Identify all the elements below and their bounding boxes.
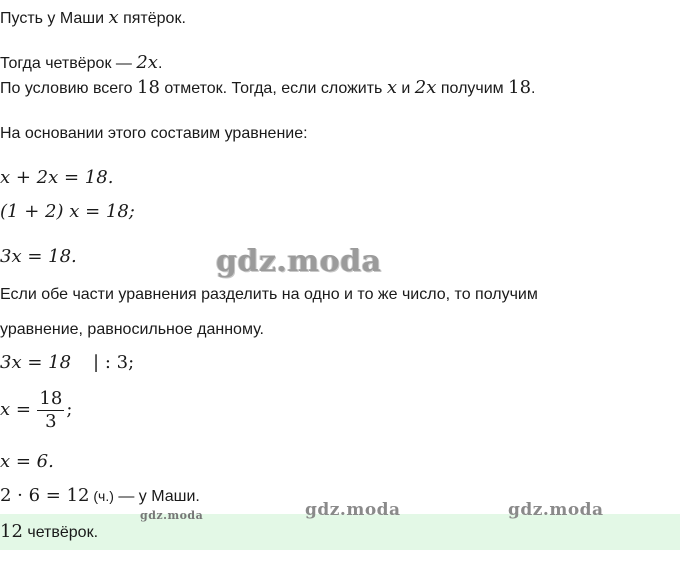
rule-line-2: уравнение, равносильное данному. bbox=[0, 321, 264, 338]
line-1-text-a: Пусть у Маши bbox=[0, 10, 109, 27]
equation-5-right: ; bbox=[66, 399, 73, 420]
equation-4-right: | : 3; bbox=[93, 352, 135, 373]
num-18: 18 bbox=[137, 77, 160, 98]
equation-5-left: x = bbox=[0, 399, 31, 420]
expr-2x-2: 2x bbox=[414, 77, 437, 98]
line-3 bbox=[0, 78, 535, 99]
equation-7 bbox=[0, 486, 200, 507]
line-3-text-a: По условию всего bbox=[0, 80, 138, 97]
equation-7-unit: (ч.) bbox=[89, 488, 114, 504]
var-x-2: x bbox=[386, 77, 397, 98]
equation-4-left: 3x = 18 bbox=[0, 352, 72, 373]
line-3-text-c: и bbox=[396, 80, 415, 97]
watermark-bottom-mid: gdz.moda bbox=[305, 500, 401, 520]
expr-2x: 2x bbox=[136, 52, 158, 73]
line-4: На основании этого составим уравнение: bbox=[0, 125, 308, 142]
equation-3: 3x = 18. bbox=[0, 246, 77, 267]
equation-2: (1 + 2) x = 18; bbox=[0, 201, 135, 222]
line-2-text-a: Тогда четвёрок — bbox=[0, 55, 137, 72]
equation-7-after: — у Маши. bbox=[113, 488, 200, 505]
var-x: x bbox=[108, 7, 119, 28]
answer-number: 12 bbox=[0, 521, 23, 542]
fraction-18-over-3 bbox=[37, 388, 64, 433]
line-2-text-b: . bbox=[157, 55, 163, 72]
watermark-center: gdz.moda bbox=[216, 244, 382, 279]
line-3-text-b: отметок. Тогда, если сложить bbox=[159, 80, 387, 97]
line-1-text-b: пятёрок. bbox=[118, 10, 186, 27]
rule-line-1: Если обе части уравнения разделить на одно и то же число, то получим bbox=[0, 286, 538, 303]
num-18-2: 18 bbox=[508, 77, 532, 98]
fraction-denominator: 3 bbox=[45, 411, 57, 433]
watermark-bottom-left: gdz.moda bbox=[140, 509, 204, 522]
equation-4 bbox=[0, 353, 134, 374]
equation-5 bbox=[0, 388, 72, 433]
fraction-numerator: 18 bbox=[39, 388, 63, 410]
line-2 bbox=[0, 53, 162, 74]
watermark-bottom-right: gdz.moda bbox=[508, 500, 604, 520]
line-3-text-d: получим bbox=[436, 80, 509, 97]
equation-7-expr: 2 · 6 = 12 bbox=[0, 485, 90, 506]
answer-line bbox=[0, 522, 98, 543]
line-1 bbox=[0, 8, 186, 29]
equation-6: x = 6. bbox=[0, 451, 54, 472]
equation-1: x + 2x = 18. bbox=[0, 167, 114, 188]
line-3-text-e: . bbox=[531, 80, 536, 97]
answer-text: четвёрок. bbox=[22, 524, 99, 541]
